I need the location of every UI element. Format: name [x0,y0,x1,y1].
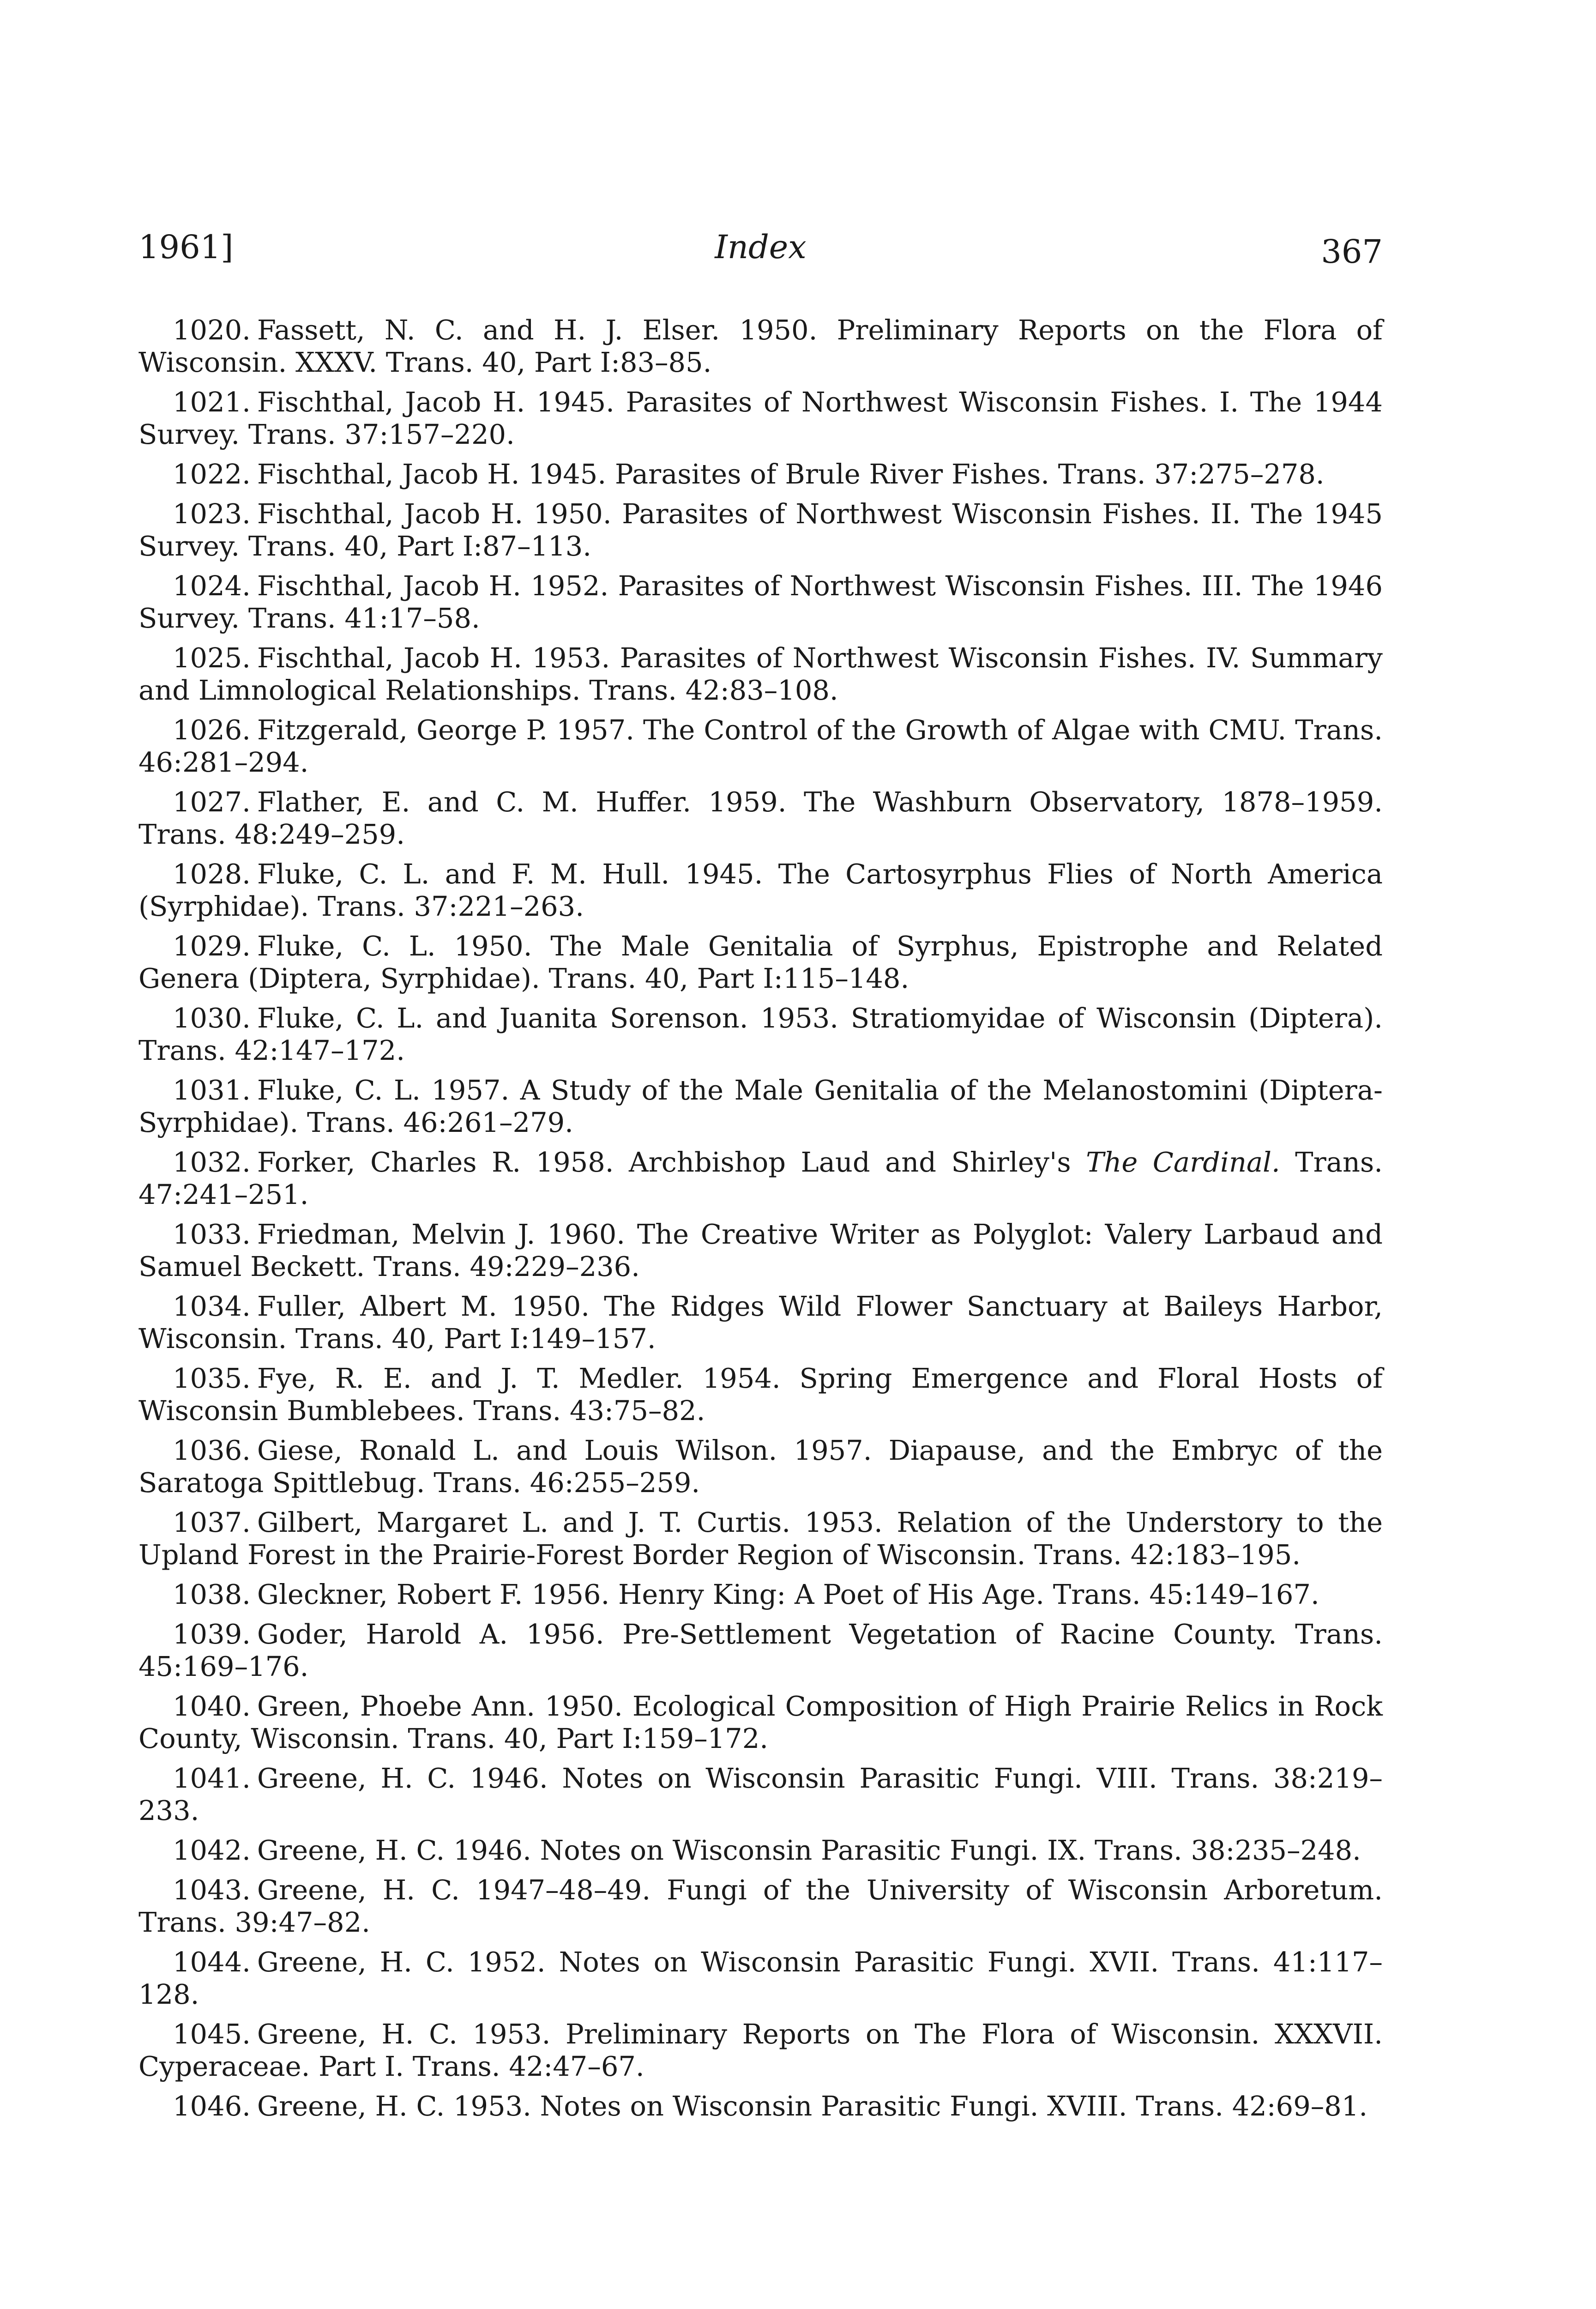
entry-citation: Flather, E. and C. M. Huffer. 1959. The Washburn Observatory, 1878–1959. Trans. 48:249–259. [139,786,1383,850]
entry-citation: Fischthal, Jacob H. 1945. Parasites of Northwest Wisconsin Fishes. I. The 1944 Survey. Trans. 37:157–220. [139,386,1383,450]
entry-number: 1036. [173,1434,251,1466]
entry-number: 1045. [173,2018,251,2050]
entry-number: 1029. [173,930,251,962]
entry-citation: Fischthal, Jacob H. 1945. Parasites of Brule River Fishes. Trans. 37:275–278. [257,458,1325,490]
entry-citation: Fischthal, Jacob H. 1950. Parasites of Northwest Wisconsin Fishes. II. The 1945 Survey. Trans. 40, Part I:87–113. [139,498,1383,562]
index-entry [139,498,1383,562]
entry-number: 1025. [173,642,251,674]
index-entry [139,2018,1383,2083]
index-entry [139,1362,1383,1427]
index-entry [139,1434,1383,1499]
index-entry [139,858,1383,923]
entry-number: 1044. [173,1946,251,1978]
entry-citation: Greene, H. C. 1946. Notes on Wisconsin Parasitic Fungi. IX. Trans. 38:235–248. [257,1834,1361,1866]
entry-citation: Fuller, Albert M. 1950. The Ridges Wild Flower Sanctuary at Baileys Harbor, Wisconsin. Trans. 40, Part I:149–157. [139,1290,1383,1354]
index-entry [139,1290,1383,1355]
index-entry [139,714,1383,779]
entry-number: 1039. [173,1618,251,1650]
entry-citation: Fischthal, Jacob H. 1952. Parasites of Northwest Wisconsin Fishes. III. The 1946 Survey. Trans. 41:17–58. [139,570,1383,634]
entry-italic-title: The Cardinal. [1086,1146,1280,1178]
index-entry [139,930,1383,995]
entry-number: 1021. [173,386,251,418]
index-entry [139,1762,1383,1827]
index-entry [139,1146,1383,1211]
entry-citation: Greene, H. C. 1946. Notes on Wisconsin Parasitic Fungi. VIII. Trans. 38:219–233. [139,1762,1383,1826]
entry-citation: Forker, Charles R. 1958. Archbishop Laud and Shirley's [257,1146,1086,1178]
index-entry [139,1002,1383,1067]
entry-citation: Fye, R. E. and J. T. Medler. 1954. Spring Emergence and Floral Hosts of Wisconsin Bumblebees. Trans. 43:75–82. [139,1362,1383,1427]
entry-number: 1023. [173,498,251,530]
entry-number: 1038. [173,1578,251,1610]
entry-citation: Green, Phoebe Ann. 1950. Ecological Composition of High Prairie Relics in Rock County, Wisconsin. Trans. 40, Part I:159–172. [139,1690,1383,1754]
entry-number: 1027. [173,786,251,818]
entry-number: 1031. [173,1074,251,1106]
entry-number: 1033. [173,1218,251,1250]
entry-citation: Fluke, C. L. 1957. A Study of the Male Genitalia of the Melanostomini (Diptera-Syrphidae). Trans. 46:261–279. [139,1074,1383,1138]
index-entry [139,1946,1383,2011]
entry-number: 1040. [173,1690,251,1722]
index-entry [139,1834,1383,1867]
index-entry [139,642,1383,707]
entry-number: 1037. [173,1506,251,1538]
entry-number: 1024. [173,570,251,602]
entry-number: 1042. [173,1834,251,1866]
index-entry [139,1074,1383,1139]
entry-number: 1034. [173,1290,251,1322]
entry-citation: Fassett, N. C. and H. J. Elser. 1950. Preliminary Reports on the Flora of Wisconsin. XXXV. Trans. 40, Part I:83–85. [139,314,1383,378]
entry-citation: Gleckner, Robert F. 1956. Henry King: A Poet of His Age. Trans. 45:149–167. [257,1578,1319,1610]
index-entry-list [139,314,1383,2130]
entry-citation: Greene, H. C. 1953. Preliminary Reports on The Flora of Wisconsin. XXXVII. Cyperaceae. Part I. Trans. 42:47–67. [139,2018,1383,2082]
entry-number: 1035. [173,1362,251,1394]
running-header [139,222,1383,272]
entry-number: 1046. [173,2090,251,2122]
entry-citation: Fluke, C. L. and Juanita Sorenson. 1953. Stratiomyidae of Wisconsin (Diptera). Trans. 42:147–172. [139,1002,1383,1066]
index-entry [139,458,1383,490]
entry-citation-tail: Trans. 47:241–251. [139,1146,1383,1210]
entry-number: 1043. [173,1874,251,1906]
entry-citation: Greene, H. C. 1953. Notes on Wisconsin Parasitic Fungi. XVIII. Trans. 42:69–81. [257,2090,1368,2122]
index-entry [139,1690,1383,1755]
index-entry [139,570,1383,635]
entry-number: 1020. [173,314,251,346]
entry-number: 1028. [173,858,251,890]
entry-citation: Giese, Ronald L. and Louis Wilson. 1957. Diapause, and the Embryc of the Saratoga Spittlebug. Trans. 46:255–259. [139,1434,1383,1499]
index-entry [139,1874,1383,1939]
entry-citation: Fischthal, Jacob H. 1953. Parasites of Northwest Wisconsin Fishes. IV. Summary and Limnological Relationships. Trans. 42:83–108. [139,642,1383,706]
entry-citation: Greene, H. C. 1952. Notes on Wisconsin Parasitic Fungi. XVII. Trans. 41:117–128. [139,1946,1383,2010]
index-entry [139,1618,1383,1683]
entry-number: 1026. [173,714,251,746]
entry-citation: Greene, H. C. 1947–48–49. Fungi of the University of Wisconsin Arboretum. Trans. 39:47–82. [139,1874,1383,1938]
entry-citation: Fluke, C. L. and F. M. Hull. 1945. The Cartosyrphus Flies of North America (Syrphidae). Trans. 37:221–263. [139,858,1383,922]
index-entry [139,1506,1383,1571]
index-entry [139,1578,1383,1611]
index-entry [139,1218,1383,1283]
index-entry [139,314,1383,379]
header-title: Index [715,228,807,266]
header-year: 1961] [139,228,234,266]
index-entry [139,786,1383,851]
index-entry [139,386,1383,451]
entry-number: 1032. [173,1146,251,1178]
page-number: 367 [1321,233,1383,271]
entry-citation: Gilbert, Margaret L. and J. T. Curtis. 1953. Relation of the Understory to the Upland Forest in the Prairie-Forest Border Region of Wisconsin. Trans. 42:183–195. [139,1506,1383,1571]
index-entry [139,2090,1383,2122]
entry-number: 1030. [173,1002,251,1034]
entry-number: 1041. [173,1762,251,1794]
entry-citation: Friedman, Melvin J. 1960. The Creative Writer as Polyglot: Valery Larbaud and Samuel Beckett. Trans. 49:229–236. [139,1218,1383,1282]
entry-number: 1022. [173,458,251,490]
entry-citation: Goder, Harold A. 1956. Pre-Settlement Vegetation of Racine County. Trans. 45:169–176. [139,1618,1383,1682]
entry-citation: Fitzgerald, George P. 1957. The Control of the Growth of Algae with CMU. Trans. 46:281–294. [139,714,1383,778]
entry-citation: Fluke, C. L. 1950. The Male Genitalia of Syrphus, Epistrophe and Related Genera (Diptera, Syrphidae). Trans. 40, Part I:115–148. [139,930,1383,994]
